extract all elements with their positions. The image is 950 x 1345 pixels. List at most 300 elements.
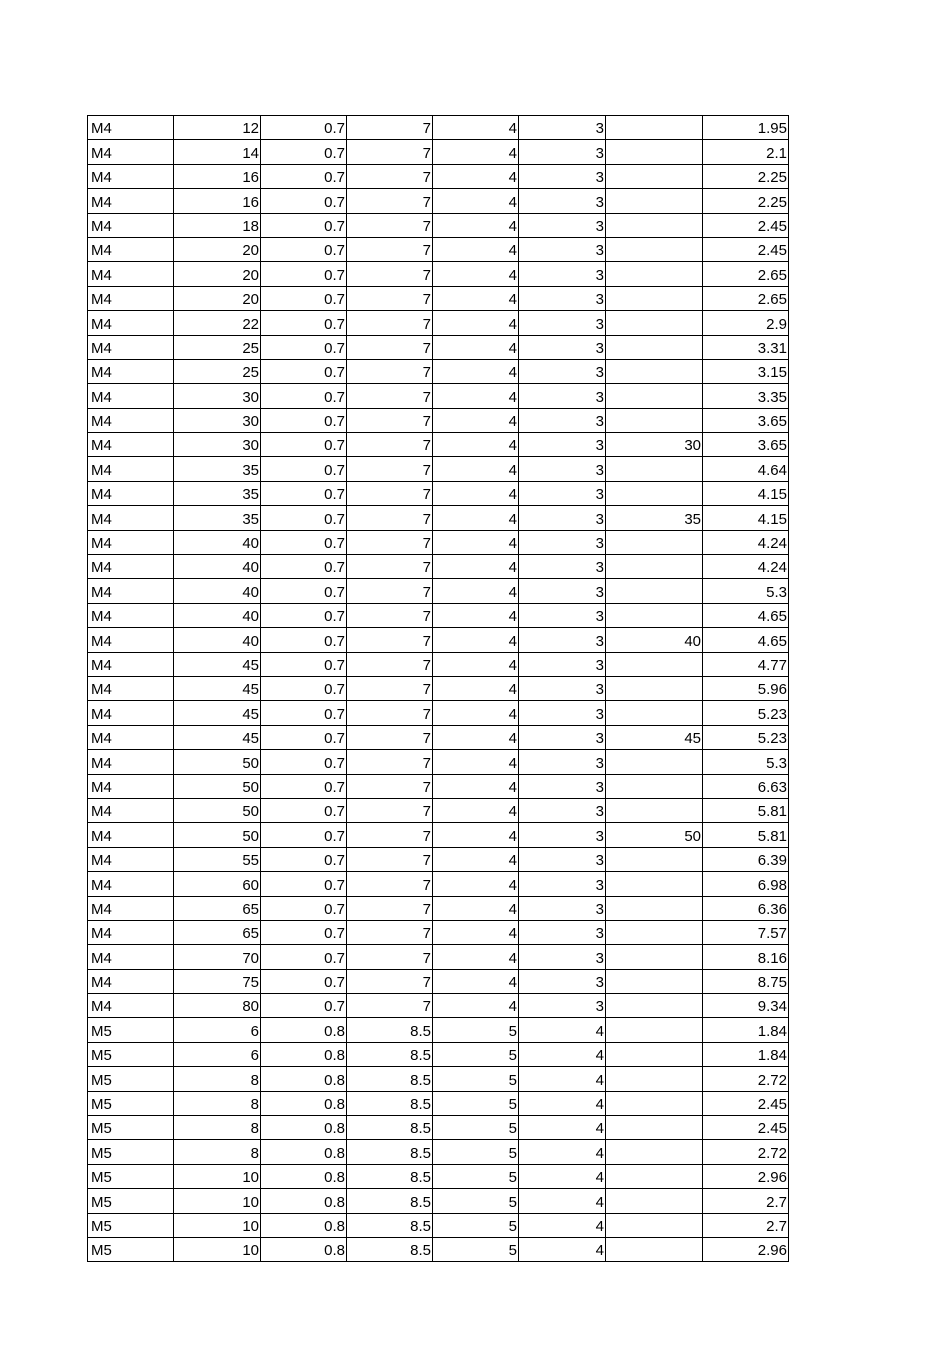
cell-head-height: 4 xyxy=(433,433,519,457)
cell-size: M4 xyxy=(88,750,174,774)
cell-length: 6 xyxy=(174,1018,261,1042)
table-row xyxy=(88,920,789,944)
cell-head-diameter: 7 xyxy=(347,555,433,579)
cell-head-diameter: 7 xyxy=(347,945,433,969)
cell-weight: 2.7 xyxy=(703,1213,789,1237)
cell-size: M4 xyxy=(88,823,174,847)
cell-weight: 8.75 xyxy=(703,969,789,993)
cell-length: 10 xyxy=(174,1237,261,1261)
cell-weight: 3.31 xyxy=(703,335,789,359)
cell-pitch: 0.7 xyxy=(261,603,347,627)
cell-head-diameter: 7 xyxy=(347,847,433,871)
table-row xyxy=(88,213,789,237)
cell-socket-size: 4 xyxy=(519,1164,606,1188)
cell-socket-size: 3 xyxy=(519,311,606,335)
cell-partial-thread: 30 xyxy=(606,433,703,457)
cell-head-diameter: 7 xyxy=(347,286,433,310)
cell-socket-size: 4 xyxy=(519,1116,606,1140)
cell-size: M4 xyxy=(88,189,174,213)
cell-head-diameter: 7 xyxy=(347,579,433,603)
cell-partial-thread xyxy=(606,286,703,310)
cell-length: 40 xyxy=(174,603,261,627)
table-row xyxy=(88,579,789,603)
cell-weight: 2.7 xyxy=(703,1189,789,1213)
table-row xyxy=(88,676,789,700)
cell-head-diameter: 7 xyxy=(347,750,433,774)
cell-head-height: 4 xyxy=(433,701,519,725)
cell-partial-thread: 35 xyxy=(606,506,703,530)
cell-head-diameter: 8.5 xyxy=(347,1213,433,1237)
cell-length: 35 xyxy=(174,506,261,530)
cell-head-height: 5 xyxy=(433,1164,519,1188)
cell-weight: 2.96 xyxy=(703,1164,789,1188)
cell-head-diameter: 8.5 xyxy=(347,1164,433,1188)
cell-length: 8 xyxy=(174,1091,261,1115)
cell-socket-size: 4 xyxy=(519,1042,606,1066)
cell-pitch: 0.7 xyxy=(261,969,347,993)
cell-weight: 5.96 xyxy=(703,676,789,700)
cell-socket-size: 3 xyxy=(519,481,606,505)
cell-socket-size: 3 xyxy=(519,725,606,749)
cell-partial-thread xyxy=(606,579,703,603)
cell-size: M4 xyxy=(88,969,174,993)
cell-head-height: 4 xyxy=(433,384,519,408)
cell-socket-size: 3 xyxy=(519,920,606,944)
cell-pitch: 0.7 xyxy=(261,945,347,969)
cell-pitch: 0.7 xyxy=(261,384,347,408)
cell-head-diameter: 7 xyxy=(347,506,433,530)
cell-pitch: 0.7 xyxy=(261,237,347,261)
cell-pitch: 0.7 xyxy=(261,920,347,944)
table-row xyxy=(88,384,789,408)
cell-weight: 6.39 xyxy=(703,847,789,871)
cell-size: M4 xyxy=(88,335,174,359)
cell-length: 25 xyxy=(174,359,261,383)
cell-weight: 2.65 xyxy=(703,262,789,286)
cell-head-height: 4 xyxy=(433,286,519,310)
cell-size: M5 xyxy=(88,1213,174,1237)
cell-head-diameter: 7 xyxy=(347,676,433,700)
cell-socket-size: 3 xyxy=(519,262,606,286)
cell-socket-size: 3 xyxy=(519,433,606,457)
cell-length: 20 xyxy=(174,237,261,261)
cell-partial-thread xyxy=(606,530,703,554)
cell-pitch: 0.8 xyxy=(261,1091,347,1115)
cell-pitch: 0.7 xyxy=(261,213,347,237)
cell-partial-thread xyxy=(606,1091,703,1115)
table-row xyxy=(88,189,789,213)
cell-head-diameter: 7 xyxy=(347,237,433,261)
cell-length: 45 xyxy=(174,701,261,725)
cell-head-diameter: 7 xyxy=(347,994,433,1018)
cell-partial-thread xyxy=(606,311,703,335)
table-row xyxy=(88,1189,789,1213)
cell-size: M4 xyxy=(88,603,174,627)
cell-size: M4 xyxy=(88,555,174,579)
table-row xyxy=(88,823,789,847)
cell-size: M4 xyxy=(88,213,174,237)
cell-head-height: 5 xyxy=(433,1140,519,1164)
cell-size: M5 xyxy=(88,1140,174,1164)
table-row xyxy=(88,335,789,359)
cell-length: 40 xyxy=(174,530,261,554)
table-row xyxy=(88,945,789,969)
cell-head-height: 4 xyxy=(433,823,519,847)
cell-length: 10 xyxy=(174,1189,261,1213)
cell-pitch: 0.8 xyxy=(261,1018,347,1042)
cell-size: M4 xyxy=(88,652,174,676)
cell-weight: 2.72 xyxy=(703,1140,789,1164)
cell-weight: 4.24 xyxy=(703,530,789,554)
cell-head-diameter: 7 xyxy=(347,311,433,335)
cell-head-height: 4 xyxy=(433,530,519,554)
table-row xyxy=(88,872,789,896)
cell-socket-size: 3 xyxy=(519,286,606,310)
cell-weight: 2.45 xyxy=(703,1116,789,1140)
table-row xyxy=(88,652,789,676)
table-row xyxy=(88,750,789,774)
cell-partial-thread xyxy=(606,164,703,188)
cell-length: 50 xyxy=(174,823,261,847)
table-row xyxy=(88,1213,789,1237)
cell-pitch: 0.7 xyxy=(261,872,347,896)
cell-partial-thread xyxy=(606,1140,703,1164)
cell-length: 25 xyxy=(174,335,261,359)
cell-pitch: 0.8 xyxy=(261,1164,347,1188)
cell-head-height: 4 xyxy=(433,750,519,774)
cell-partial-thread xyxy=(606,116,703,140)
table-row xyxy=(88,603,789,627)
cell-partial-thread xyxy=(606,457,703,481)
cell-weight: 2.25 xyxy=(703,164,789,188)
cell-size: M4 xyxy=(88,676,174,700)
cell-pitch: 0.7 xyxy=(261,676,347,700)
cell-partial-thread xyxy=(606,847,703,871)
cell-weight: 6.98 xyxy=(703,872,789,896)
cell-size: M4 xyxy=(88,262,174,286)
cell-socket-size: 3 xyxy=(519,384,606,408)
cell-socket-size: 3 xyxy=(519,140,606,164)
cell-length: 40 xyxy=(174,628,261,652)
cell-head-height: 4 xyxy=(433,652,519,676)
cell-socket-size: 3 xyxy=(519,872,606,896)
cell-size: M5 xyxy=(88,1091,174,1115)
cell-head-height: 4 xyxy=(433,481,519,505)
cell-head-height: 4 xyxy=(433,359,519,383)
cell-pitch: 0.7 xyxy=(261,335,347,359)
cell-size: M4 xyxy=(88,994,174,1018)
cell-weight: 2.1 xyxy=(703,140,789,164)
cell-head-diameter: 7 xyxy=(347,872,433,896)
table-row xyxy=(88,237,789,261)
cell-partial-thread xyxy=(606,676,703,700)
cell-pitch: 0.8 xyxy=(261,1116,347,1140)
cell-pitch: 0.7 xyxy=(261,628,347,652)
cell-weight: 4.24 xyxy=(703,555,789,579)
cell-head-diameter: 7 xyxy=(347,164,433,188)
cell-head-height: 4 xyxy=(433,920,519,944)
cell-length: 45 xyxy=(174,676,261,700)
cell-socket-size: 4 xyxy=(519,1067,606,1091)
cell-pitch: 0.7 xyxy=(261,530,347,554)
cell-head-diameter: 7 xyxy=(347,628,433,652)
cell-size: M5 xyxy=(88,1237,174,1261)
cell-size: M4 xyxy=(88,359,174,383)
cell-pitch: 0.8 xyxy=(261,1042,347,1066)
table-row xyxy=(88,798,789,822)
cell-head-diameter: 8.5 xyxy=(347,1091,433,1115)
cell-partial-thread xyxy=(606,872,703,896)
cell-head-diameter: 7 xyxy=(347,920,433,944)
cell-socket-size: 3 xyxy=(519,408,606,432)
cell-head-diameter: 8.5 xyxy=(347,1237,433,1261)
cell-pitch: 0.7 xyxy=(261,359,347,383)
cell-pitch: 0.7 xyxy=(261,896,347,920)
cell-weight: 4.15 xyxy=(703,506,789,530)
cell-head-height: 4 xyxy=(433,579,519,603)
cell-weight: 1.84 xyxy=(703,1018,789,1042)
cell-pitch: 0.7 xyxy=(261,457,347,481)
cell-size: M4 xyxy=(88,725,174,749)
cell-socket-size: 4 xyxy=(519,1189,606,1213)
table-row xyxy=(88,725,789,749)
cell-weight: 3.35 xyxy=(703,384,789,408)
cell-pitch: 0.7 xyxy=(261,994,347,1018)
cell-head-diameter: 7 xyxy=(347,116,433,140)
cell-socket-size: 4 xyxy=(519,1140,606,1164)
cell-length: 6 xyxy=(174,1042,261,1066)
cell-pitch: 0.7 xyxy=(261,116,347,140)
cell-partial-thread xyxy=(606,798,703,822)
cell-length: 20 xyxy=(174,286,261,310)
cell-head-diameter: 7 xyxy=(347,896,433,920)
cell-socket-size: 3 xyxy=(519,896,606,920)
cell-partial-thread xyxy=(606,555,703,579)
cell-size: M4 xyxy=(88,798,174,822)
cell-head-height: 4 xyxy=(433,798,519,822)
cell-partial-thread xyxy=(606,1164,703,1188)
cell-head-height: 4 xyxy=(433,872,519,896)
cell-head-height: 5 xyxy=(433,1091,519,1115)
cell-size: M4 xyxy=(88,872,174,896)
cell-length: 8 xyxy=(174,1067,261,1091)
cell-partial-thread xyxy=(606,189,703,213)
cell-socket-size: 3 xyxy=(519,652,606,676)
cell-socket-size: 4 xyxy=(519,1018,606,1042)
table-row xyxy=(88,481,789,505)
table-row xyxy=(88,969,789,993)
cell-length: 30 xyxy=(174,408,261,432)
cell-length: 30 xyxy=(174,384,261,408)
cell-size: M4 xyxy=(88,701,174,725)
table-row xyxy=(88,359,789,383)
cell-length: 70 xyxy=(174,945,261,969)
cell-pitch: 0.8 xyxy=(261,1213,347,1237)
cell-head-height: 5 xyxy=(433,1237,519,1261)
cell-length: 16 xyxy=(174,189,261,213)
cell-length: 35 xyxy=(174,457,261,481)
cell-pitch: 0.7 xyxy=(261,750,347,774)
cell-weight: 3.65 xyxy=(703,408,789,432)
cell-partial-thread xyxy=(606,652,703,676)
table-row xyxy=(88,140,789,164)
cell-head-height: 4 xyxy=(433,506,519,530)
cell-size: M4 xyxy=(88,140,174,164)
cell-head-height: 4 xyxy=(433,164,519,188)
table-row xyxy=(88,311,789,335)
cell-size: M5 xyxy=(88,1042,174,1066)
table-row xyxy=(88,286,789,310)
table-row xyxy=(88,262,789,286)
cell-pitch: 0.8 xyxy=(261,1237,347,1261)
cell-weight: 7.57 xyxy=(703,920,789,944)
cell-partial-thread xyxy=(606,994,703,1018)
cell-length: 14 xyxy=(174,140,261,164)
cell-head-height: 4 xyxy=(433,335,519,359)
cell-weight: 2.45 xyxy=(703,237,789,261)
cell-socket-size: 3 xyxy=(519,676,606,700)
cell-head-diameter: 7 xyxy=(347,774,433,798)
cell-partial-thread: 45 xyxy=(606,725,703,749)
cell-head-diameter: 7 xyxy=(347,213,433,237)
table-row xyxy=(88,1042,789,1066)
table-row xyxy=(88,1237,789,1261)
cell-size: M4 xyxy=(88,530,174,554)
cell-socket-size: 3 xyxy=(519,969,606,993)
cell-partial-thread xyxy=(606,408,703,432)
cell-size: M4 xyxy=(88,920,174,944)
table-row xyxy=(88,408,789,432)
cell-weight: 2.72 xyxy=(703,1067,789,1091)
cell-partial-thread xyxy=(606,359,703,383)
cell-head-diameter: 7 xyxy=(347,823,433,847)
cell-partial-thread: 50 xyxy=(606,823,703,847)
cell-length: 60 xyxy=(174,872,261,896)
cell-length: 18 xyxy=(174,213,261,237)
cell-socket-size: 3 xyxy=(519,506,606,530)
cell-head-height: 4 xyxy=(433,555,519,579)
cell-pitch: 0.7 xyxy=(261,701,347,725)
cell-socket-size: 3 xyxy=(519,359,606,383)
cell-weight: 4.64 xyxy=(703,457,789,481)
cell-head-height: 4 xyxy=(433,774,519,798)
cell-head-diameter: 7 xyxy=(347,481,433,505)
cell-weight: 2.65 xyxy=(703,286,789,310)
cell-head-height: 4 xyxy=(433,945,519,969)
cell-size: M4 xyxy=(88,311,174,335)
cell-size: M4 xyxy=(88,164,174,188)
cell-head-diameter: 7 xyxy=(347,969,433,993)
cell-socket-size: 3 xyxy=(519,164,606,188)
cell-head-height: 4 xyxy=(433,213,519,237)
cell-pitch: 0.7 xyxy=(261,847,347,871)
cell-partial-thread xyxy=(606,774,703,798)
table-body xyxy=(88,116,789,1262)
cell-head-height: 5 xyxy=(433,1116,519,1140)
cell-socket-size: 3 xyxy=(519,579,606,603)
cell-head-diameter: 8.5 xyxy=(347,1116,433,1140)
cell-partial-thread xyxy=(606,335,703,359)
cell-socket-size: 4 xyxy=(519,1213,606,1237)
cell-socket-size: 4 xyxy=(519,1237,606,1261)
cell-length: 35 xyxy=(174,481,261,505)
cell-pitch: 0.7 xyxy=(261,725,347,749)
cell-pitch: 0.7 xyxy=(261,481,347,505)
cell-partial-thread xyxy=(606,701,703,725)
cell-length: 16 xyxy=(174,164,261,188)
cell-head-diameter: 7 xyxy=(347,701,433,725)
cell-size: M5 xyxy=(88,1189,174,1213)
cell-pitch: 0.7 xyxy=(261,164,347,188)
cell-head-height: 4 xyxy=(433,408,519,432)
cell-head-diameter: 8.5 xyxy=(347,1189,433,1213)
cell-socket-size: 3 xyxy=(519,847,606,871)
cell-head-diameter: 7 xyxy=(347,433,433,457)
cell-weight: 9.34 xyxy=(703,994,789,1018)
table-row xyxy=(88,847,789,871)
cell-partial-thread xyxy=(606,896,703,920)
cell-head-height: 4 xyxy=(433,457,519,481)
cell-head-height: 4 xyxy=(433,262,519,286)
table-row xyxy=(88,457,789,481)
cell-partial-thread xyxy=(606,237,703,261)
cell-partial-thread xyxy=(606,1189,703,1213)
cell-length: 40 xyxy=(174,579,261,603)
table-row xyxy=(88,1091,789,1115)
cell-socket-size: 3 xyxy=(519,555,606,579)
cell-pitch: 0.7 xyxy=(261,823,347,847)
cell-head-height: 4 xyxy=(433,140,519,164)
cell-weight: 1.84 xyxy=(703,1042,789,1066)
cell-head-height: 4 xyxy=(433,603,519,627)
cell-length: 50 xyxy=(174,750,261,774)
cell-head-diameter: 7 xyxy=(347,798,433,822)
cell-head-diameter: 7 xyxy=(347,652,433,676)
cell-head-diameter: 8.5 xyxy=(347,1140,433,1164)
cell-weight: 2.96 xyxy=(703,1237,789,1261)
cell-weight: 1.95 xyxy=(703,116,789,140)
cell-weight: 5.81 xyxy=(703,798,789,822)
table-row xyxy=(88,701,789,725)
table-row xyxy=(88,994,789,1018)
cell-size: M4 xyxy=(88,506,174,530)
cell-head-height: 5 xyxy=(433,1042,519,1066)
table-row xyxy=(88,555,789,579)
cell-head-diameter: 8.5 xyxy=(347,1042,433,1066)
table-row xyxy=(88,1140,789,1164)
cell-head-diameter: 8.5 xyxy=(347,1067,433,1091)
cell-socket-size: 3 xyxy=(519,213,606,237)
cell-weight: 5.23 xyxy=(703,725,789,749)
cell-partial-thread xyxy=(606,1042,703,1066)
cell-head-diameter: 7 xyxy=(347,530,433,554)
cell-size: M4 xyxy=(88,579,174,603)
cell-partial-thread xyxy=(606,384,703,408)
cell-size: M5 xyxy=(88,1116,174,1140)
cell-socket-size: 3 xyxy=(519,628,606,652)
cell-pitch: 0.7 xyxy=(261,798,347,822)
cell-head-height: 5 xyxy=(433,1067,519,1091)
cell-partial-thread xyxy=(606,481,703,505)
cell-length: 8 xyxy=(174,1140,261,1164)
cell-weight: 8.16 xyxy=(703,945,789,969)
cell-pitch: 0.7 xyxy=(261,189,347,213)
cell-socket-size: 3 xyxy=(519,750,606,774)
cell-weight: 2.45 xyxy=(703,213,789,237)
cell-pitch: 0.8 xyxy=(261,1189,347,1213)
cell-head-height: 4 xyxy=(433,994,519,1018)
cell-size: M5 xyxy=(88,1067,174,1091)
